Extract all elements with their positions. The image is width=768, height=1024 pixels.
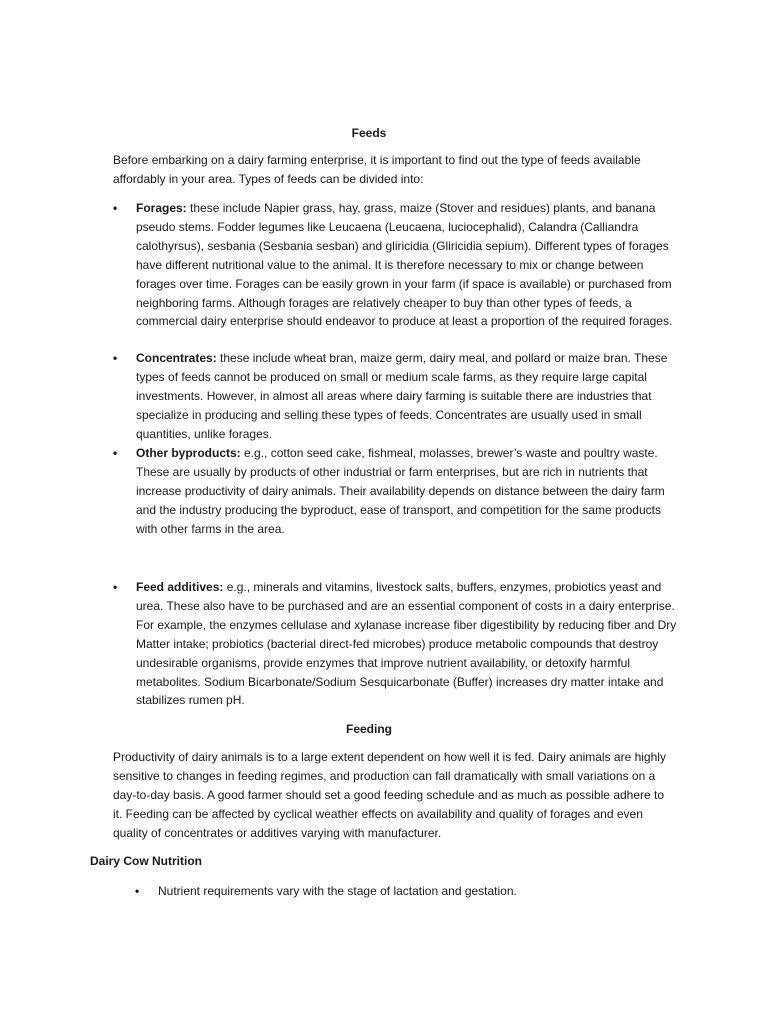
item-text: these include wheat bran, maize germ, dairy meal, and pollard or maize bran. These types of feeds cannot be produced on small or medium scale farms, as they require large capital investments. However, in almost all areas where dairy farming is suitable there are industries that specialize in producing and selling these types of feeds. Concentrates are usually used in small quantities, unlike forages. (136, 351, 668, 441)
bullet-icon: • (113, 580, 118, 594)
intro-paragraph: Before embarking on a dairy farming enterprise, it is important to find out the type of feeds available affordably in your area. Types of feeds can be divided into: (113, 153, 641, 186)
bullet-icon: • (113, 446, 118, 460)
item-text: e.g., minerals and vitamins, livestock salts, buffers, enzymes, probiotics yeast and urea. These also have to be purchased and are an essential component of costs in a dairy enterprise. For example, the enzymes cellulase and xylanase increase fiber digestibility by reducing fiber and Dry Matter intake; probiotics (bacterial direct-fed microbes) produce metabolic compounds that destroy undesirable organisms, provide enzymes that improve nutrient availability, or detoxify harmful metabolites. Sodium Bicarbonate/Sodium Sesquicarbonate (Buffer) increases dry matter intake and stabilizes rumen pH. (136, 580, 677, 708)
item-text: Nutrient requirements vary with the stage of lactation and gestation. (158, 884, 517, 898)
dairy-cow-nutrition-heading: Dairy Cow Nutrition (90, 854, 203, 868)
item-text: these include Napier grass, hay, grass, maize (Stover and residues) plants, and banana pseudo stems. Fodder legumes like Leucaena (Leucaena, luciocephalid), Calandra (Calliandra calothyrsus), sesbania (Sesbania sesban) and gliricidia (Gliricidia sepium). Different types of forages have different nutritional value to the animal. It is therefore necessary to mix or change between forages over time. Forages can be easily grown in your farm (if space is available) or purchased from neighboring farms. Although forages are relatively cheaper to buy than other types of feeds, a commercial dairy enterprise should endeavor to produce at least a proportion of the required forages. (136, 201, 673, 329)
list-item-feed-additives (113, 578, 679, 710)
term-label: Feed additives: (136, 580, 224, 594)
bullet-icon: • (135, 884, 140, 898)
item-text: e.g., cotton seed cake, fishmeal, molasses, brewer’s waste and poultry waste. These are usually by products of other industrial or farm enterprises, but are rich in nutrients that increase productivity of dairy animals. Their availability depends on distance between the dairy farm and the industry producing the byproduct, ease of transport, and competition for the same products with other farms in the area. (136, 446, 665, 536)
list-item-byproducts (113, 444, 679, 539)
bullet-icon: • (113, 201, 118, 215)
bullet-icon: • (113, 351, 118, 365)
feeding-heading: Feeding (345, 722, 392, 736)
list-item-concentrates (113, 349, 679, 444)
list-item-nutrient-requirements (135, 882, 675, 901)
list-item-forages (113, 199, 679, 331)
feeds-heading: Feeds (351, 126, 387, 140)
term-label: Forages: (136, 201, 187, 215)
term-label: Other byproducts: (136, 446, 241, 460)
term-label: Concentrates: (136, 351, 217, 365)
feeding-paragraph: Productivity of dairy animals is to a large extent dependent on how well it is fed. Dairy animals are highly sensitive to changes in feeding regimes, and production can fall dramatically with small variations on a day-to-day basis. A good farmer should set a good feeding schedule and as much as possible adhere to it. Feeding can be affected by cyclical weather effects on availability and quality of forages and even quality of concentrates or additives varying with manufacturer. (113, 750, 666, 840)
